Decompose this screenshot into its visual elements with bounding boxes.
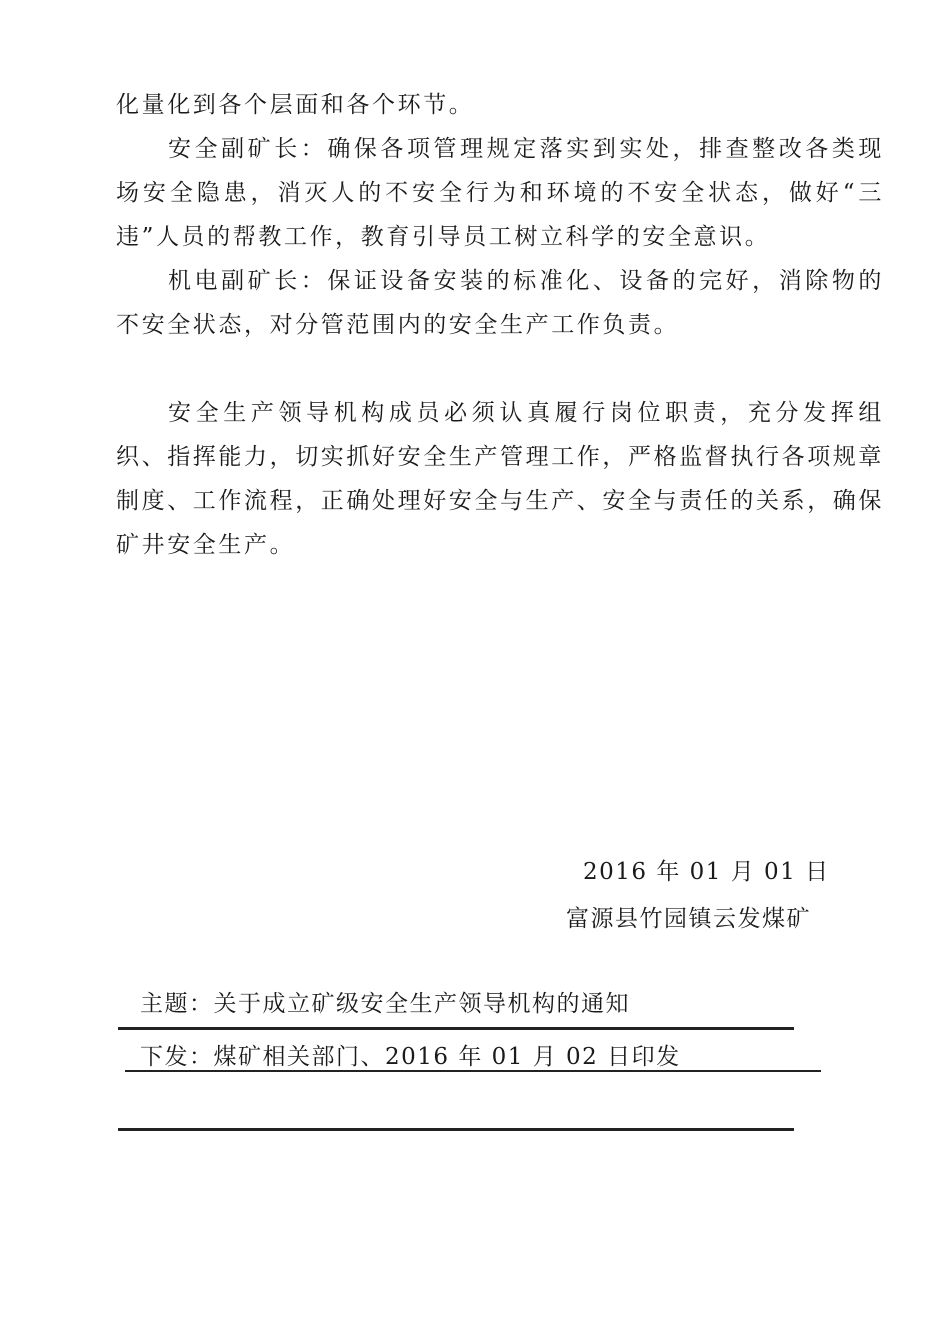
signature-organization: 富源县竹园镇云发煤矿 [566, 906, 811, 932]
paragraph-closing: 安全生产领导机构成员必须认真履行岗位职责，充分发挥组织、指挥能力，切实抓好安全生产管理工作，严格监督执行各项规章制度、工作流程，正确处理好安全与生产、安全与责任的关系，确保矿井安全生产。 [116, 400, 884, 558]
paragraph-continuation: 化量化到各个层面和各个环节。 [116, 92, 475, 118]
document-body [116, 83, 884, 567]
paragraph-safety-deputy: 安全副矿长：确保各项管理规定落实到实处，排查整改各类现场安全隐患，消灭人的不安全行为和环境的不安全状态，做好“三违”人员的帮教工作，教育引导员工树立科学的安全意识。 [116, 136, 884, 250]
footer-distribution: 下发：煤矿相关部门、2016 年 01 月 02 日印发 [140, 1044, 681, 1070]
footer-rule-middle [125, 1070, 821, 1072]
footer-subject: 主题：关于成立矿级安全生产领导机构的通知 [140, 991, 630, 1017]
footer-rule-bottom [118, 1128, 794, 1131]
footer-rule-top [118, 1027, 794, 1030]
paragraph-electromech-deputy: 机电副矿长：保证设备安装的标准化、设备的完好，消除物的不安全状态，对分管范围内的安全生产工作负责。 [116, 268, 884, 338]
blank-line [116, 347, 884, 391]
signature-date: 2016 年 01 月 01 日 [583, 859, 830, 885]
